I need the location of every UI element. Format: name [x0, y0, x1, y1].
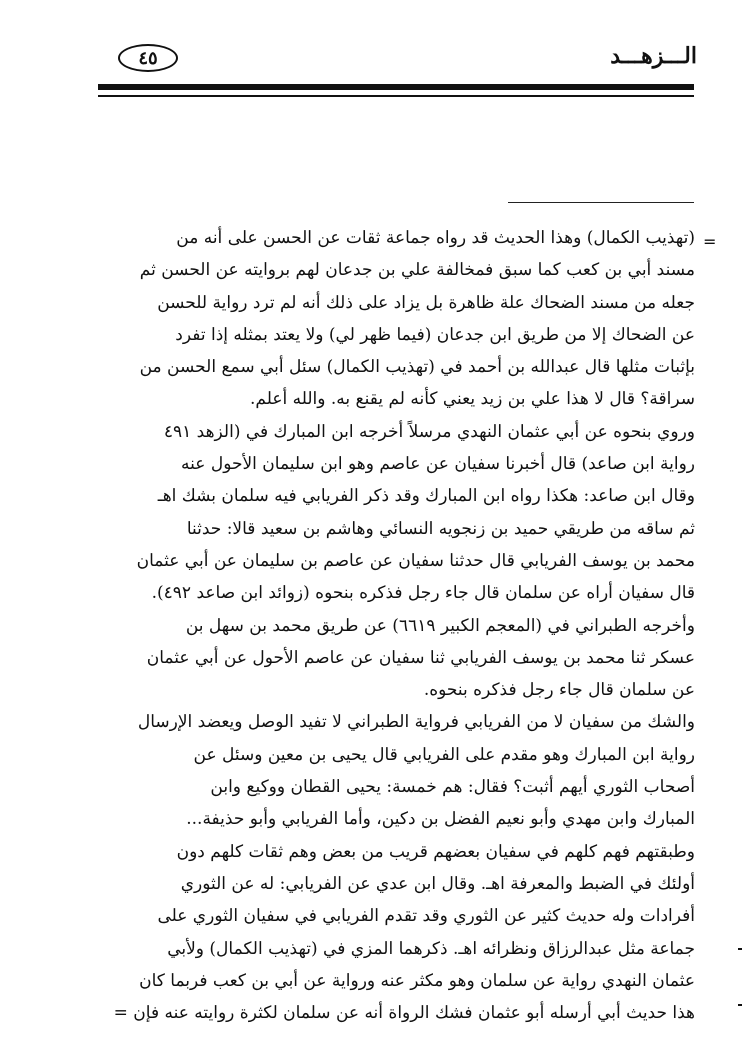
text-line: عن الضحاك إلا من طريق ابن جدعان (فيما ظهر لي) ولا يعتد بمثله إذا تفرد [175, 324, 695, 345]
text-line: بإثبات مثلها قال عبدالله بن أحمد في (تهذيب الكمال) سئل أبي سمع الحسن من [139, 357, 695, 378]
footnote-separator [508, 202, 694, 203]
text-line: ثم ساقه من طريقي حميد بن زنجويه النسائي وهاشم بن سعيد قالا: حدثنا [186, 518, 695, 539]
text-line: رواية ابن صاعد) قال أخبرنا سفيان عن عاصم وهو ابن سليمان الأحول عنه [181, 454, 695, 475]
text-line: هذا حديث أبي أرسله أبو عثمان فشك الرواة أنه عن سلمان لكثرة روايته عنه فإن = [113, 1003, 695, 1024]
page-header [0, 0, 749, 100]
text-line: وأخرجه الطبراني في (المعجم الكبير ٦٦١٩) عن طريق محمد بن سهل بن [185, 615, 695, 636]
text-line: أولئك في الضبط والمعرفة اهـ. وقال ابن عدي عن الفريابي: له عن الثوري [180, 873, 695, 894]
text-line: أصحاب الثوري أيهم أثبت؟ فقال: هم خمسة: يحيى القطان ووكيع وابن [210, 777, 695, 798]
text-line: عثمان النهدي رواية عن سلمان وهو مكثر عنه ورواية عن أبي بن كعب فربما كان [139, 970, 695, 991]
text-line: رواية ابن المبارك وهو مقدم على الفريابي قال يحيى بن معين وسئل عن [193, 744, 695, 765]
text-line: عسكر ثنا محمد بن يوسف الفريابي ثنا سفيان عن عاصم الأحول عن أبي عثمان [146, 647, 695, 668]
text-line: جماعة مثل عبدالرزاق ونظرائه اهـ. ذكرهما المزي في (تهذيب الكمال) ولأبي [167, 938, 695, 959]
page-number-badge [118, 44, 178, 72]
running-title: الـــزهـــد [610, 43, 697, 69]
text-line: وروي بنحوه عن أبي عثمان النهدي مرسلاً أخرجه ابن المبارك في (الزهد ٤٩١ [163, 421, 695, 442]
text-line: والشك من سفيان لا من الفريابي فرواية الطبراني لا تفيد الوصل ويعضد الإرسال [137, 712, 695, 733]
text-line: محمد بن يوسف الفريابي قال حدثنا سفيان عن عاصم بن سليمان عن أبي عثمان [136, 550, 695, 571]
text-line: عن سلمان قال جاء رجل فذكره بنحوه. [423, 680, 695, 701]
footnote-body [97, 222, 695, 1029]
text-line: قال سفيان أراه عن سلمان قال جاء رجل فذكره بنحوه (زوائد ابن صاعد ٤٩٢). [151, 583, 695, 604]
margin-mark [738, 948, 742, 950]
text-line: وقال ابن صاعد: هكذا رواه ابن المبارك وقد ذكر الفريابي فيه سلمان بشك اهـ [157, 486, 695, 507]
text-line: (تهذيب الكمال) وهذا الحديث قد رواه جماعة ثقات عن الحسن على أنه من [176, 228, 695, 248]
text-line: أفرادات وله حديث كثير عن الثوري وقد تقدم الفريابي في سفيان الثوري على [157, 906, 695, 927]
text-line: وطبقتهم فهم كلهم في سفيان بعضهم قريب من بعض وهم ثقات كلهم دون [176, 841, 695, 862]
margin-mark [738, 1004, 742, 1006]
header-rule-thick [98, 84, 694, 90]
page-number: ٤٥ [138, 47, 158, 69]
text-line: جعله من مسند الضحاك علة ظاهرة بل يزاد على ذلك أنه لم ترد رواية للحسن [157, 292, 695, 313]
header-rule-thin [98, 95, 694, 97]
text-line: مسند أبي بن كعب كما سبق فمخالفة علي بن جدعان لهم بروايته عن الحسن ثم [139, 260, 695, 281]
continuation-mark: = [703, 232, 717, 251]
text-line: المبارك وابن مهدي وأبو نعيم الفضل بن دكين، وأما الفريابي وأبو حذيفة... [186, 809, 695, 830]
text-line: سراقة؟ قال لا هذا علي بن زيد يعني كأنه لم يقنع به. والله أعلم. [250, 389, 695, 410]
